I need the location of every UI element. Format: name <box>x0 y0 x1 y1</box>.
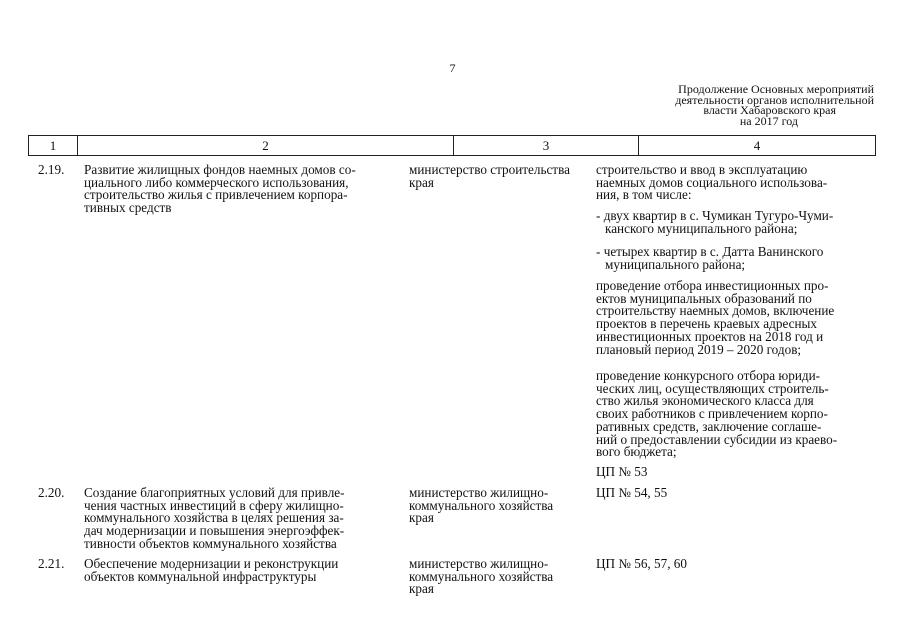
column-number-2: 2 <box>78 136 454 156</box>
measure-line: Создание благоприятных условий для привле- <box>84 485 345 500</box>
column-number-4: 4 <box>639 136 876 156</box>
row-number: 2.19. <box>38 162 65 177</box>
measure-line: тивных средств <box>84 200 172 216</box>
result-paragraph <box>596 246 876 271</box>
result-line: проведение отбора инвестиционных про- <box>596 278 829 293</box>
executor-line: министерство жилищно- <box>409 556 549 571</box>
measure-line: Развитие жилищных фондов наемных домов со- <box>84 162 356 177</box>
executor-line: министерство жилищно- <box>409 485 549 500</box>
result-line: ний о предоставлении субсидии из краево- <box>596 431 838 447</box>
result-line: вого бюджета; <box>596 444 677 460</box>
result-line: ектов муниципальных образований по <box>596 290 812 306</box>
executor-line: коммунального хозяйства <box>409 568 554 584</box>
executor-text <box>409 164 591 189</box>
result-line: ство жилья экономического класса для <box>596 393 814 409</box>
result-paragraph <box>596 164 876 202</box>
executor-line: края <box>409 581 434 597</box>
executor-text <box>409 487 591 525</box>
result-line: ния, в том числе: <box>596 187 692 203</box>
column-number-3: 3 <box>454 136 639 156</box>
column-number-header <box>28 135 876 156</box>
result-paragraph <box>596 370 876 459</box>
continuation-title-line: деятельности органов исполнительной <box>675 92 874 107</box>
executor-line: края <box>409 510 434 526</box>
result-paragraph <box>596 280 876 356</box>
result-paragraph <box>596 466 876 479</box>
measure-line: Обеспечение модернизации и реконструкции <box>84 556 339 571</box>
executor-line: края <box>409 174 434 190</box>
executor-line: коммунального хозяйства <box>409 497 554 513</box>
result-line: проведение конкурсного отбора юриди- <box>596 368 821 383</box>
measure-line: строительство жилья с привлечением корпора- <box>84 187 348 203</box>
measure-text <box>84 487 388 551</box>
continuation-title-line: Продолжение Основных мероприятий <box>678 82 874 96</box>
row-number: 2.20. <box>38 485 65 500</box>
result-line: ративных средств, заключение соглаше- <box>596 418 822 434</box>
result-line: ЦП № 53 <box>596 464 648 479</box>
result-line: ЦП № 56, 57, 60 <box>596 556 687 571</box>
result-line: ческих лиц, осуществляющих строитель- <box>596 380 829 396</box>
measure-line: циального либо коммерческого использования, <box>84 174 349 190</box>
result-line: наемных домов социального использова- <box>596 174 828 190</box>
result-line: строительству наемных домов, включение <box>596 303 835 319</box>
result-line: муниципального района; <box>605 256 746 272</box>
result-paragraph <box>596 210 876 235</box>
executor-line: министерство строительства <box>409 162 570 177</box>
executor-text <box>409 558 591 596</box>
continuation-title-line: на 2017 год <box>739 113 798 128</box>
measure-line: коммунального хозяйства в целях решения за- <box>84 510 344 526</box>
result-line: плановый период 2019 – 2020 годов; <box>596 341 802 357</box>
result-line: инвестиционных проектов на 2018 год и <box>596 328 824 344</box>
continuation-title-line: власти Хабаровского края <box>703 103 836 117</box>
result-line: канского муниципального района; <box>605 220 798 236</box>
result-paragraph <box>596 558 876 571</box>
measure-text <box>84 558 388 583</box>
result-line: строительство и ввод в эксплуатацию <box>596 162 808 177</box>
measure-text <box>84 164 388 215</box>
measure-line: дач модернизации и повышения энергоэффек- <box>84 523 345 539</box>
result-line: проектов в перечень краевых адресных <box>596 316 817 332</box>
page-number: 7 <box>449 61 456 75</box>
result-line: своих работников с привлечением корпо- <box>596 406 828 422</box>
result-paragraph <box>596 487 876 500</box>
measure-line: объектов коммунальной инфраструктуры <box>84 568 317 584</box>
column-number-1: 1 <box>29 136 78 156</box>
result-line: ЦП № 54, 55 <box>596 485 668 500</box>
measure-line: тивности объектов коммунального хозяйства <box>84 535 337 551</box>
row-number: 2.21. <box>38 556 65 571</box>
result-line: - четырех квартир в с. Датта Ванинского <box>596 244 824 259</box>
measure-line: чения частных инвестиций в сферу жилищно- <box>84 497 344 513</box>
result-line: - двух квартир в с. Чумикан Тугуро-Чуми- <box>596 208 834 223</box>
continuation-title <box>640 84 874 126</box>
